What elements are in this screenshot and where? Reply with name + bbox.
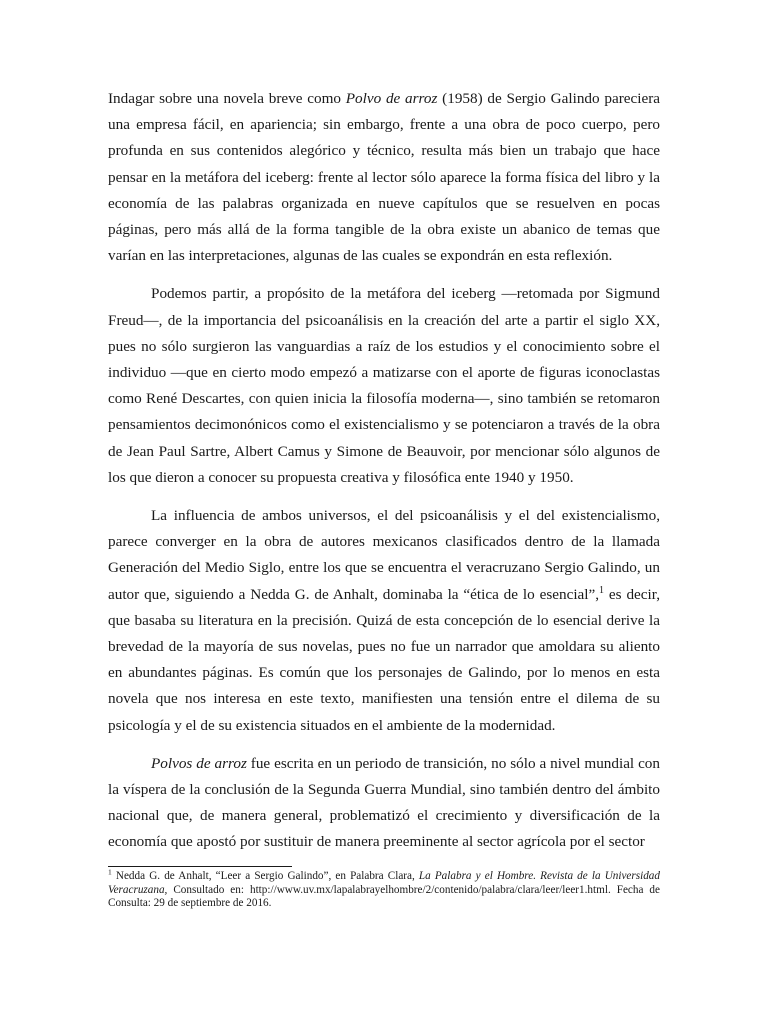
book-title-italic: Polvos de arroz (151, 754, 247, 772)
paragraph-1 (108, 86, 660, 269)
footnote-separator (108, 866, 292, 867)
book-title-italic: Polvo de arroz (345, 90, 438, 107)
paragraph-3-text-start: La influencia de ambos universos, el del psicoanálisis y el del existencialismo, parece converger en la obra de autores mexicanos clasificados dentro de la llamada Generación del Medio Siglo, entre los que se encuentra el veracruzano Sergio Galindo, un autor que, siguiendo a Nedda G. de Anhalt, dominaba la “ética de lo esencial”, (108, 507, 660, 603)
paragraph-2-text: Podemos partir, a propósito de la metáfora del iceberg —retomada por Sigmund Freud—, de la importancia del psicoanálisis en la creación del arte a partir el siglo XX, pues no sólo surgieron las vanguardias a raíz de los estudios y el conocimiento sobre el individuo —que en cierto modo empezó a matizarse con el aporte de figuras iconoclastas como René Descartes, con quien inicia la filosofía moderna—, sino también se retomaron pensamientos decimonónicos como el existencialismo y se potenciaron a través de la obra de Jean Paul Sartre, Albert Camus y Simone de Beauvoir, por mencionar sólo algunos de los que dieron a conocer su propuesta creativa y filosófica ente 1940 y 1950. (108, 285, 660, 486)
document-body (108, 86, 660, 868)
paragraph-3-text-end: es decir, que basaba su literatura en la precisión. Quizá de esta concepción de lo esencial derive la brevedad de la mayoría de sus novelas, pues no fue un narrador que amoldara su aliento en abundantes páginas. Es común que los personajes de Galindo, por lo menos en esta novela que nos interesa en este texto, manifiesten una tensión entre el dilema de su psicología y el de su existencia situados en el ambiente de la modernidad. (108, 585, 660, 734)
footnote-date-text: . Fecha de Consulta: 29 de septiembre de 2016. (108, 883, 660, 910)
footnote-journal-italic: La Palabra y el Hombre. Revista de la Universidad Veracruzana, (108, 870, 660, 896)
paragraph-2 (108, 281, 660, 491)
footnote-text: Nedda G. de Anhalt, “Leer a Sergio Galindo”, en Palabra Clara, (111, 870, 419, 882)
footnote-number: 1 (108, 867, 112, 877)
paragraph-1-text-end: (1958) de Sergio Galindo pareciera una empresa fácil, en apariencia; sin embargo, frente a una obra de poco cuerpo, pero profunda en sus contenidos alegórico y técnico, resulta más bien un trabajo que hace pensar en la metáfora del iceberg: frente al lector sólo aparece la forma física del libro y la economía de las palabras organizada en nueve capítulos que se resuelven en pocas páginas, pero más allá de la forma tangible de la obra existe un abanico de temas que varían en las interpretaciones, algunas de las cuales se expondrán en esta reflexión. (108, 90, 660, 265)
footnote (108, 867, 660, 911)
paragraph-4 (108, 751, 660, 856)
paragraph-3 (108, 503, 660, 739)
footnote-consulted-text: Consultado en: (167, 883, 250, 896)
paragraph-1-text-start: Indagar sobre una novela breve como (108, 90, 346, 107)
paragraph-4-text: fue escrita en un periodo de transición, no sólo a nivel mundial con la víspera de la conclusión de la Segunda Guerra Mundial, sino también dentro del ámbito nacional que, de manera general, problematizó el crecimiento y diversificación de la economía que apostó por sustituir de manera preeminente al sector agrícola por el sector (108, 754, 660, 851)
footnote-reference: 1 (599, 584, 605, 596)
footnote-url: http://www.uv.mx/lapalabrayelhombre/2/contenido/palabra/clara/leer/leer1.html (249, 883, 608, 896)
